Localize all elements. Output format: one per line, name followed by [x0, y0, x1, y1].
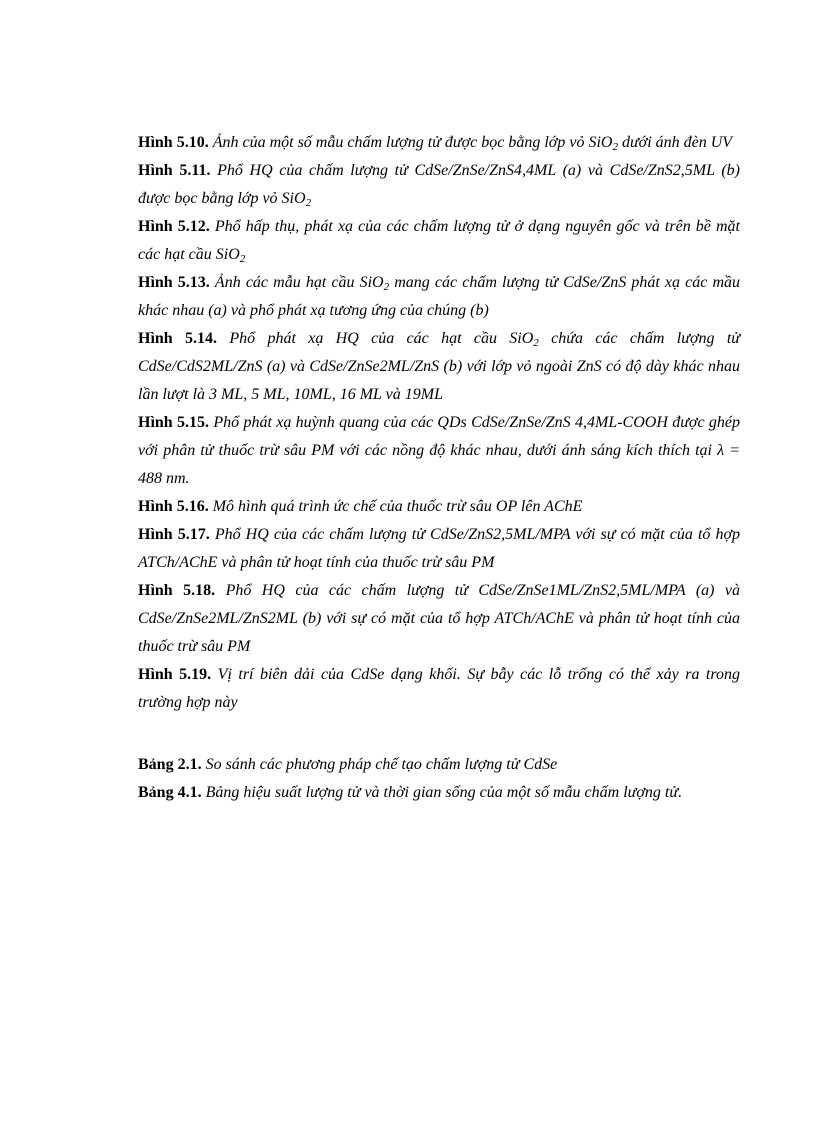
figure-label: Hình 5.17. — [138, 526, 210, 543]
figure-caption-text: Ảnh của một số mẫu chấm lượng tử được bọc bằng lớp vỏ SiO$_2$ dưới ánh đèn UV — [208, 134, 733, 153]
document-page — [138, 129, 740, 807]
figure-caption-list — [138, 129, 740, 717]
table-caption-text: So sánh các phương pháp chế tạo chấm lượng tử CdSe — [201, 756, 558, 773]
figure-caption — [138, 157, 740, 213]
table-label: Bảng 4.1. — [138, 784, 202, 801]
table-caption — [138, 751, 740, 779]
figure-caption — [138, 493, 740, 521]
figure-caption — [138, 661, 740, 717]
figure-label: Hình 5.18. — [138, 582, 216, 599]
figure-label: Hình 5.12. — [138, 218, 210, 235]
table-label: Bảng 2.1. — [138, 756, 202, 773]
figure-caption-text: Ảnh các mẫu hạt cầu SiO$_2$ mang các chấm lượng tử CdSe/ZnS phát xạ các mầu khác nhau (a) và phổ phát xạ tương ứng của chúng (b) — [138, 274, 741, 319]
table-caption-list — [138, 751, 740, 807]
figure-caption — [138, 269, 740, 325]
figure-caption-text: Phổ HQ của các chấm lượng tử CdSe/ZnS2,5ML/MPA với sự có mặt của tổ hợp ATCh/AChE và phân tử hoạt tính của thuốc trừ sâu PM — [138, 526, 741, 571]
figure-label: Hình 5.11. — [138, 162, 211, 179]
table-caption-text: Bảng hiệu suất lượng tử và thời gian sống của một số mẫu chấm lượng tử. — [201, 784, 683, 801]
figure-label: Hình 5.16. — [138, 498, 209, 515]
figure-caption — [138, 325, 740, 409]
figure-caption-text: Phổ HQ của chấm lượng tử CdSe/ZnSe/ZnS4,4ML (a) và CdSe/ZnS2,5ML (b) được bọc bằng lớp vỏ SiO$_2$ — [138, 162, 740, 209]
figure-caption-text: Mô hình quá trình ức chế của thuốc trừ sâu OP lên AChE — [208, 498, 583, 515]
figure-caption — [138, 577, 740, 661]
figure-caption-text: Phổ phát xạ huỳnh quang của các QDs CdSe/ZnSe/ZnS 4,4ML-COOH được ghép với phân tử thuốc trừ sâu PM với các nồng độ khác nhau, dưới ánh sáng kích thích tại λ = 488 nm. — [138, 414, 741, 487]
figure-label: Hình 5.13. — [138, 274, 210, 291]
figure-label: Hình 5.19. — [138, 666, 212, 683]
figure-caption-text: Phổ HQ của các chấm lượng tử CdSe/ZnSe1ML/ZnS2,5ML/MPA (a) và CdSe/ZnSe2ML/ZnS2ML (b) với sự có mặt của tổ hợp ATCh/AChE và phân tử hoạt tính của thuốc trừ sâu PM — [138, 582, 741, 655]
table-caption — [138, 779, 740, 807]
section-gap — [138, 717, 740, 745]
figure-caption — [138, 213, 740, 269]
figure-label: Hình 5.10. — [138, 134, 209, 151]
figure-caption — [138, 521, 740, 577]
figure-label: Hình 5.14. — [138, 330, 218, 347]
figure-caption — [138, 409, 740, 493]
figure-label: Hình 5.15. — [138, 414, 210, 431]
figure-caption-text: Vị trí biên dải của CdSe dạng khối. Sự bẫy các lỗ trống có thể xảy ra trong trường hợp này — [138, 666, 741, 711]
figure-caption-text: Phổ phát xạ HQ của các hạt cầu SiO$_2$ chứa các chấm lượng tử CdSe/CdS2ML/ZnS (a) và CdSe/ZnSe2ML/ZnS (b) với lớp vỏ ngoài ZnS có độ dày khác nhau lần lượt là 3 ML, 5 ML, 10ML, 16 ML và 19ML — [138, 330, 741, 403]
figure-caption-text: Phổ hấp thụ, phát xạ của các chấm lượng tử ở dạng nguyên gốc và trên bề mặt các hạt cầu SiO$_2$ — [138, 218, 741, 265]
figure-caption — [138, 129, 740, 157]
